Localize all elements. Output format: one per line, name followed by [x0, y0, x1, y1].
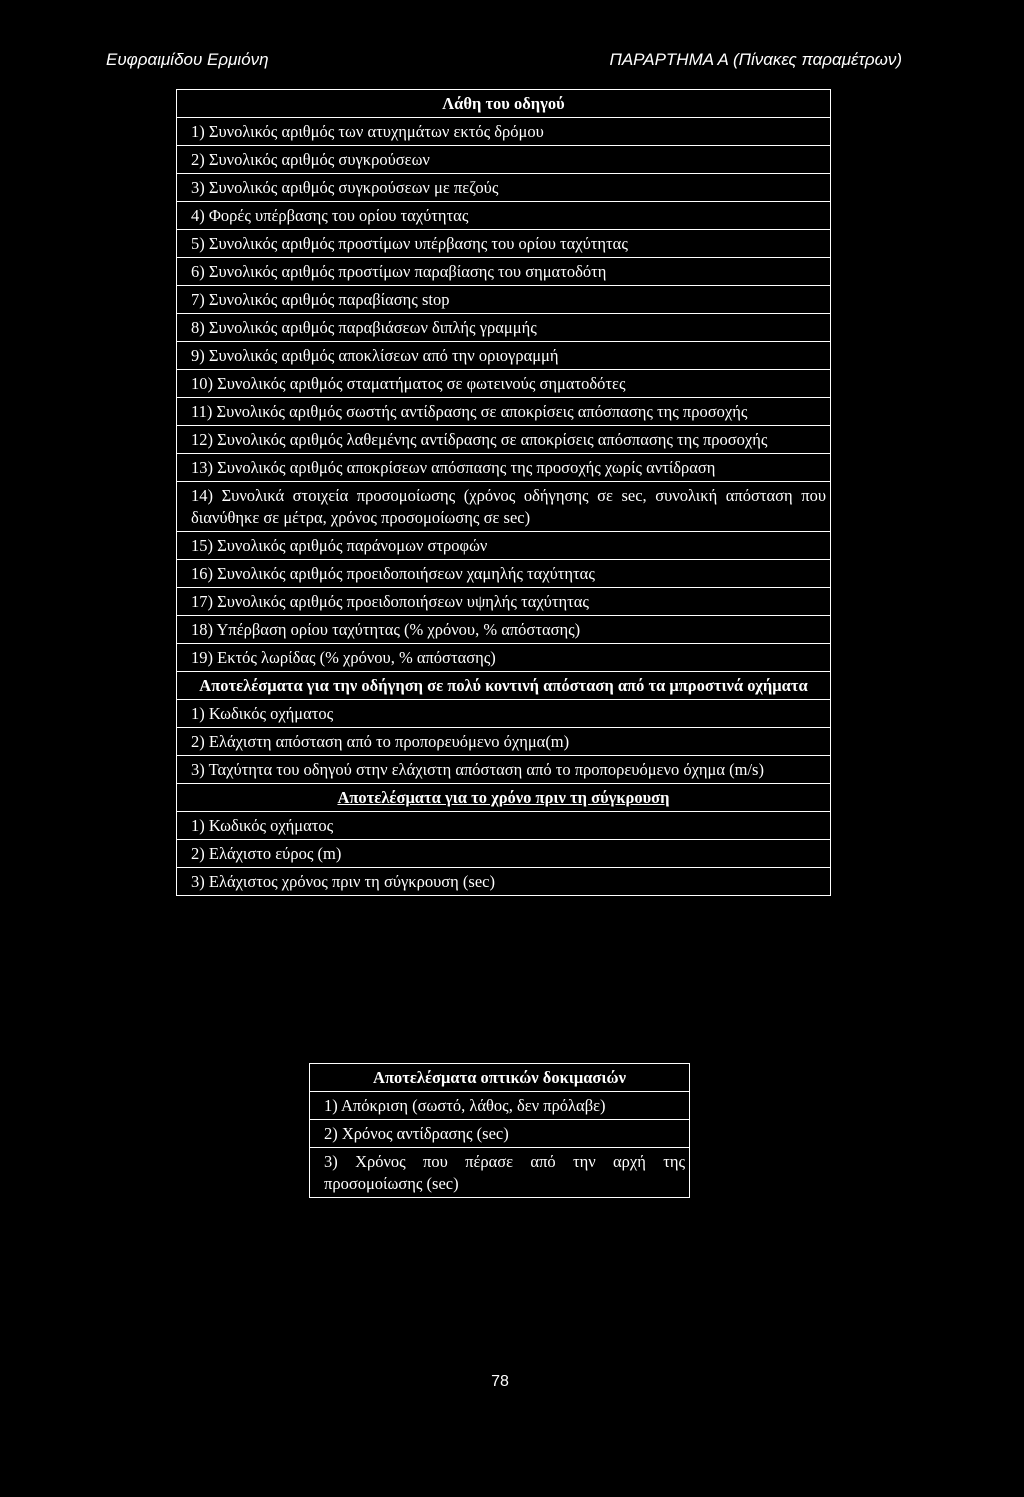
table-row: 16) Συνολικός αριθμός προειδοποιήσεων χαμηλής ταχύτητας: [177, 559, 830, 587]
table-row: 19) Εκτός λωρίδας (% χρόνου, % απόστασης): [177, 643, 830, 671]
header-author: Ευφραιμίδου Ερμιόνη: [106, 50, 269, 69]
table-row: 7) Συνολικός αριθμός παραβίασης stop: [177, 285, 830, 313]
table-row: 6) Συνολικός αριθμός προστίμων παραβίασης του σηματοδότη: [177, 257, 830, 285]
table-row: 3) Συνολικός αριθμός συγκρούσεων με πεζούς: [177, 173, 830, 201]
table-row: 14) Συνολικά στοιχεία προσομοίωσης (χρόνος οδήγησης σε sec, συνολική απόσταση που διανύθηκε σε μέτρα, χρόνος προσομοίωσης σε sec): [177, 481, 830, 531]
table-row: 2) Συνολικός αριθμός συγκρούσεων: [177, 145, 830, 173]
table-row: 13) Συνολικός αριθμός αποκρίσεων απόσπασης της προσοχής χωρίς αντίδραση: [177, 453, 830, 481]
table-row: 15) Συνολικός αριθμός παράνομων στροφών: [177, 531, 830, 559]
table-row: 1) Κωδικός οχήματος: [177, 699, 830, 727]
section-title-driver-errors: Λάθη του οδηγού: [442, 94, 565, 113]
table-row: 1) Απόκριση (σωστό, λάθος, δεν πρόλαβε): [310, 1091, 689, 1119]
table-row: 10) Συνολικός αριθμός σταματήματος σε φωτεινούς σηματοδότες: [177, 369, 830, 397]
header-appendix-title: ΠΑΡΑΡΤΗΜΑ Α (Πίνακες παραμέτρων): [609, 50, 902, 69]
optical-tests-table: [309, 1063, 690, 1198]
section-title-close-following: Αποτελέσματα για την οδήγηση σε πολύ κοντινή απόσταση από τα μπροστινά οχήματα: [177, 671, 830, 699]
table-row: 3) Χρόνος που πέρασε από την αρχή της προσομοίωσης (sec): [310, 1147, 689, 1197]
table-row: 8) Συνολικός αριθμός παραβιάσεων διπλής γραμμής: [177, 313, 830, 341]
table-row: 4) Φορές υπέρβασης του ορίου ταχύτητας: [177, 201, 830, 229]
section-title-time-to-collision: Αποτελέσματα για το χρόνο πριν τη σύγκρουση: [177, 783, 830, 811]
table-row: 3) Ταχύτητα του οδηγού στην ελάχιστη απόσταση από το προπορευόμενο όχημα (m/s): [177, 755, 830, 783]
table-row: 2) Ελάχιστο εύρος (m): [177, 839, 830, 867]
table-row: 1) Κωδικός οχήματος: [177, 811, 830, 839]
table-row: 5) Συνολικός αριθμός προστίμων υπέρβασης του ορίου ταχύτητας: [177, 229, 830, 257]
table-row: 2) Ελάχιστη απόσταση από το προπορευόμενο όχημα(m): [177, 727, 830, 755]
table-row: 3) Ελάχιστος χρόνος πριν τη σύγκρουση (sec): [177, 867, 830, 895]
table-row: 11) Συνολικός αριθμός σωστής αντίδρασης σε αποκρίσεις απόσπασης της προσοχής: [177, 397, 830, 425]
table-row: 17) Συνολικός αριθμός προειδοποιήσεων υψηλής ταχύτητας: [177, 587, 830, 615]
section-title-optical-tests: Αποτελέσματα οπτικών δοκιμασιών: [373, 1068, 626, 1087]
table-row: 2) Χρόνος αντίδρασης (sec): [310, 1119, 689, 1147]
table-row: 12) Συνολικός αριθμός λαθεμένης αντίδρασης σε αποκρίσεις απόσπασης της προσοχής: [177, 425, 830, 453]
table-row: 9) Συνολικός αριθμός αποκλίσεων από την οριογραμμή: [177, 341, 830, 369]
parameters-table: [176, 89, 831, 896]
table-row: 1) Συνολικός αριθμός των ατυχημάτων εκτός δρόμου: [177, 117, 830, 145]
page-number: 78: [491, 1373, 509, 1390]
table-row: 18) Υπέρβαση ορίου ταχύτητας (% χρόνου, % απόστασης): [177, 615, 830, 643]
